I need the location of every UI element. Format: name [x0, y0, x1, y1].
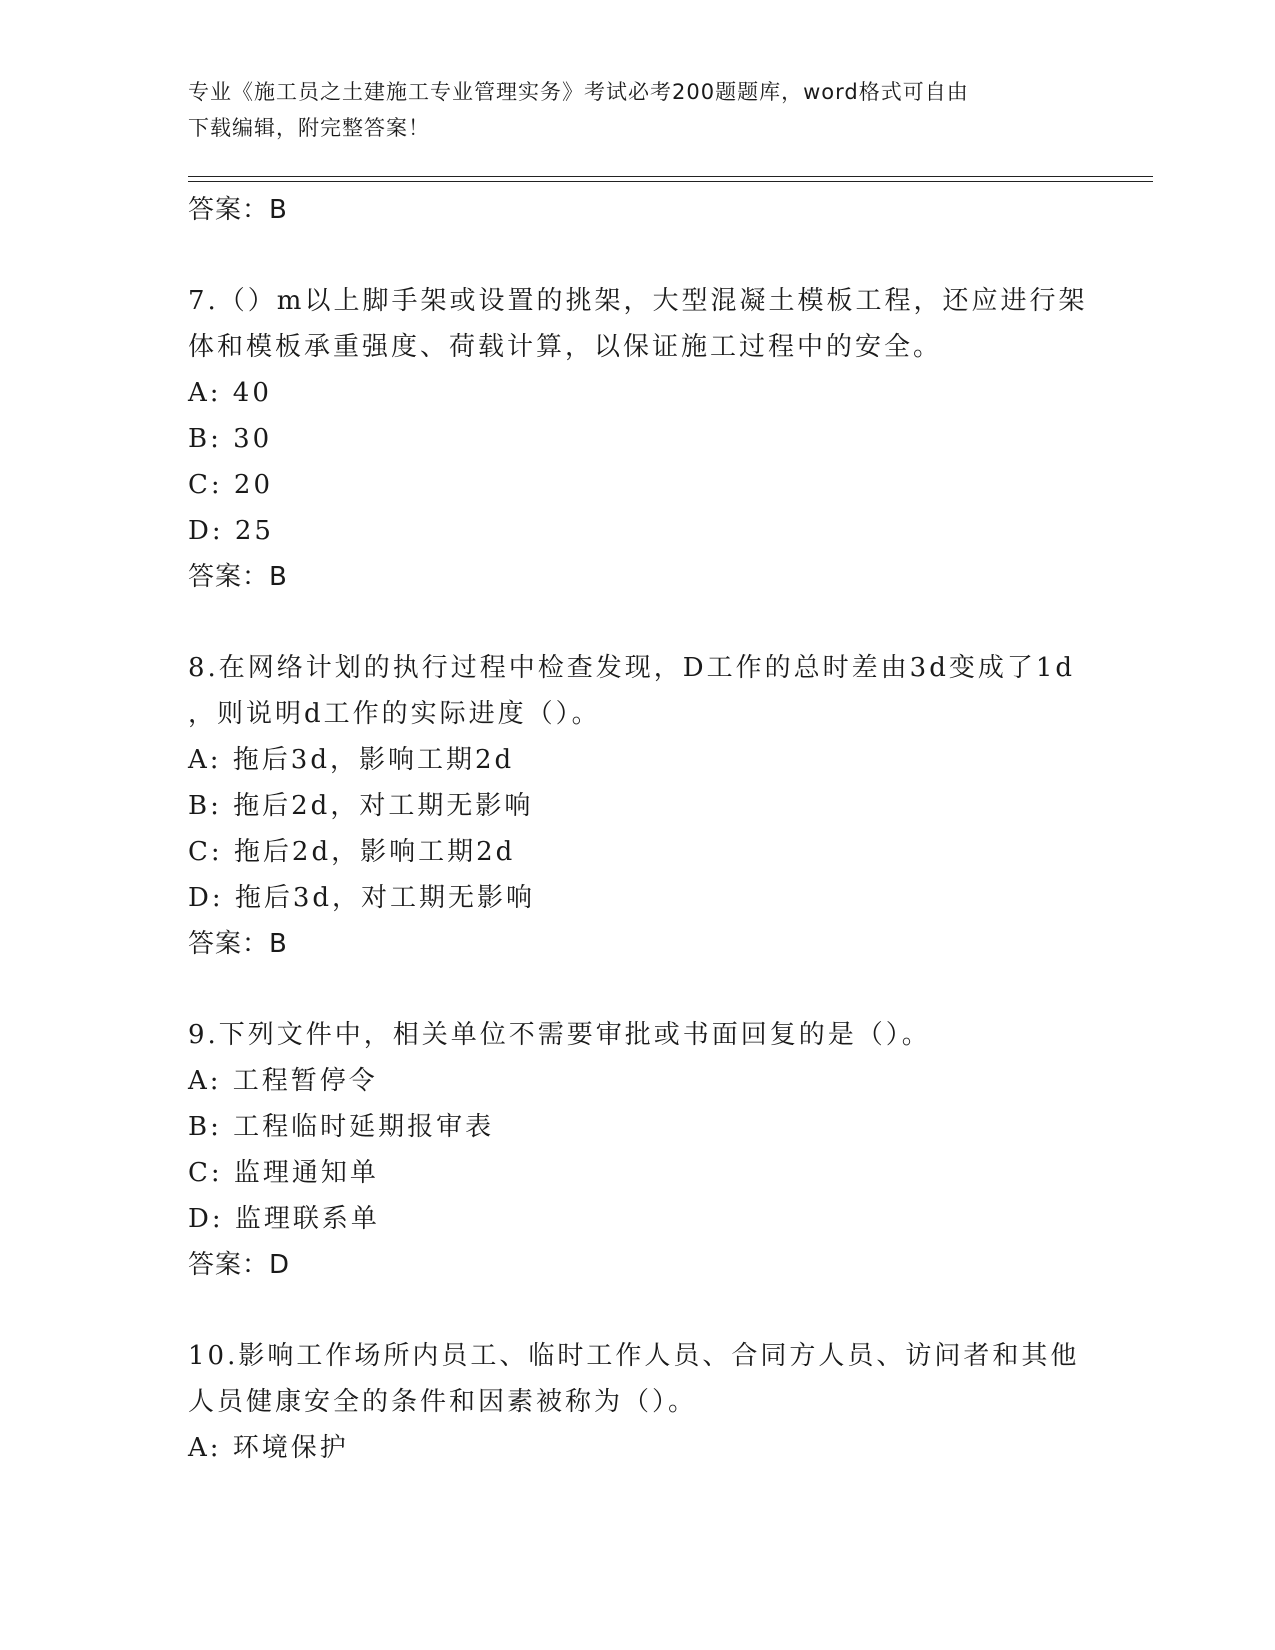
question-10 — [188, 1333, 1088, 1471]
document-header — [188, 74, 1088, 146]
option-a: A: 环境保护 — [188, 1433, 349, 1463]
header-line-2: 下载编辑，附完整答案！ — [188, 116, 430, 140]
question-list — [188, 187, 1088, 1471]
option-b: B: 拖后2d，对工期无影响 — [188, 791, 534, 821]
question-text-line: 9.下列文件中，相关单位不需要审批或书面回复的是（）。 — [188, 1020, 931, 1050]
question-text-line: 8.在网络计划的执行过程中检查发现，D工作的总时差由3d变成了1d — [188, 653, 1076, 683]
option-a: A: 拖后3d，影响工期2d — [188, 745, 515, 775]
header-divider-top — [188, 176, 1153, 177]
header-line-1: 专业《施工员之土建施工专业管理实务》考试必考200题题库，word格式可自由 — [188, 80, 969, 104]
question-text-line: 体和模板承重强度、荷载计算，以保证施工过程中的安全。 — [188, 332, 943, 362]
question-text-line: ，则说明d工作的实际进度（）。 — [188, 699, 601, 729]
header-divider-bottom — [188, 181, 1153, 182]
question-text-line: 7.（）m以上脚手架或设置的挑架，大型混凝土模板工程，还应进行架 — [188, 286, 1088, 316]
option-c: C: 20 — [188, 470, 274, 500]
option-d: D: 25 — [188, 516, 274, 546]
option-d: D: 拖后3d，对工期无影响 — [188, 883, 536, 913]
question-8 — [188, 645, 1088, 967]
option-b: B: 30 — [188, 424, 273, 454]
answer: 答案：B — [188, 929, 288, 959]
question-text-line: 人员健康安全的条件和因素被称为（）。 — [188, 1387, 698, 1417]
option-c: C: 监理通知单 — [188, 1158, 379, 1188]
question-7 — [188, 278, 1088, 600]
previous-answer: 答案：B — [188, 195, 288, 225]
option-a: A: 40 — [188, 378, 272, 408]
option-b: B: 工程临时延期报审表 — [188, 1112, 495, 1142]
option-c: C: 拖后2d，影响工期2d — [188, 837, 516, 867]
question-text-line: 10.影响工作场所内员工、临时工作人员、合同方人员、访问者和其他 — [188, 1341, 1080, 1371]
option-a: A: 工程暂停令 — [188, 1066, 378, 1096]
question-9 — [188, 1012, 1088, 1288]
option-d: D: 监理联系单 — [188, 1204, 380, 1234]
answer: 答案：D — [188, 1250, 291, 1280]
answer: 答案：B — [188, 562, 288, 592]
